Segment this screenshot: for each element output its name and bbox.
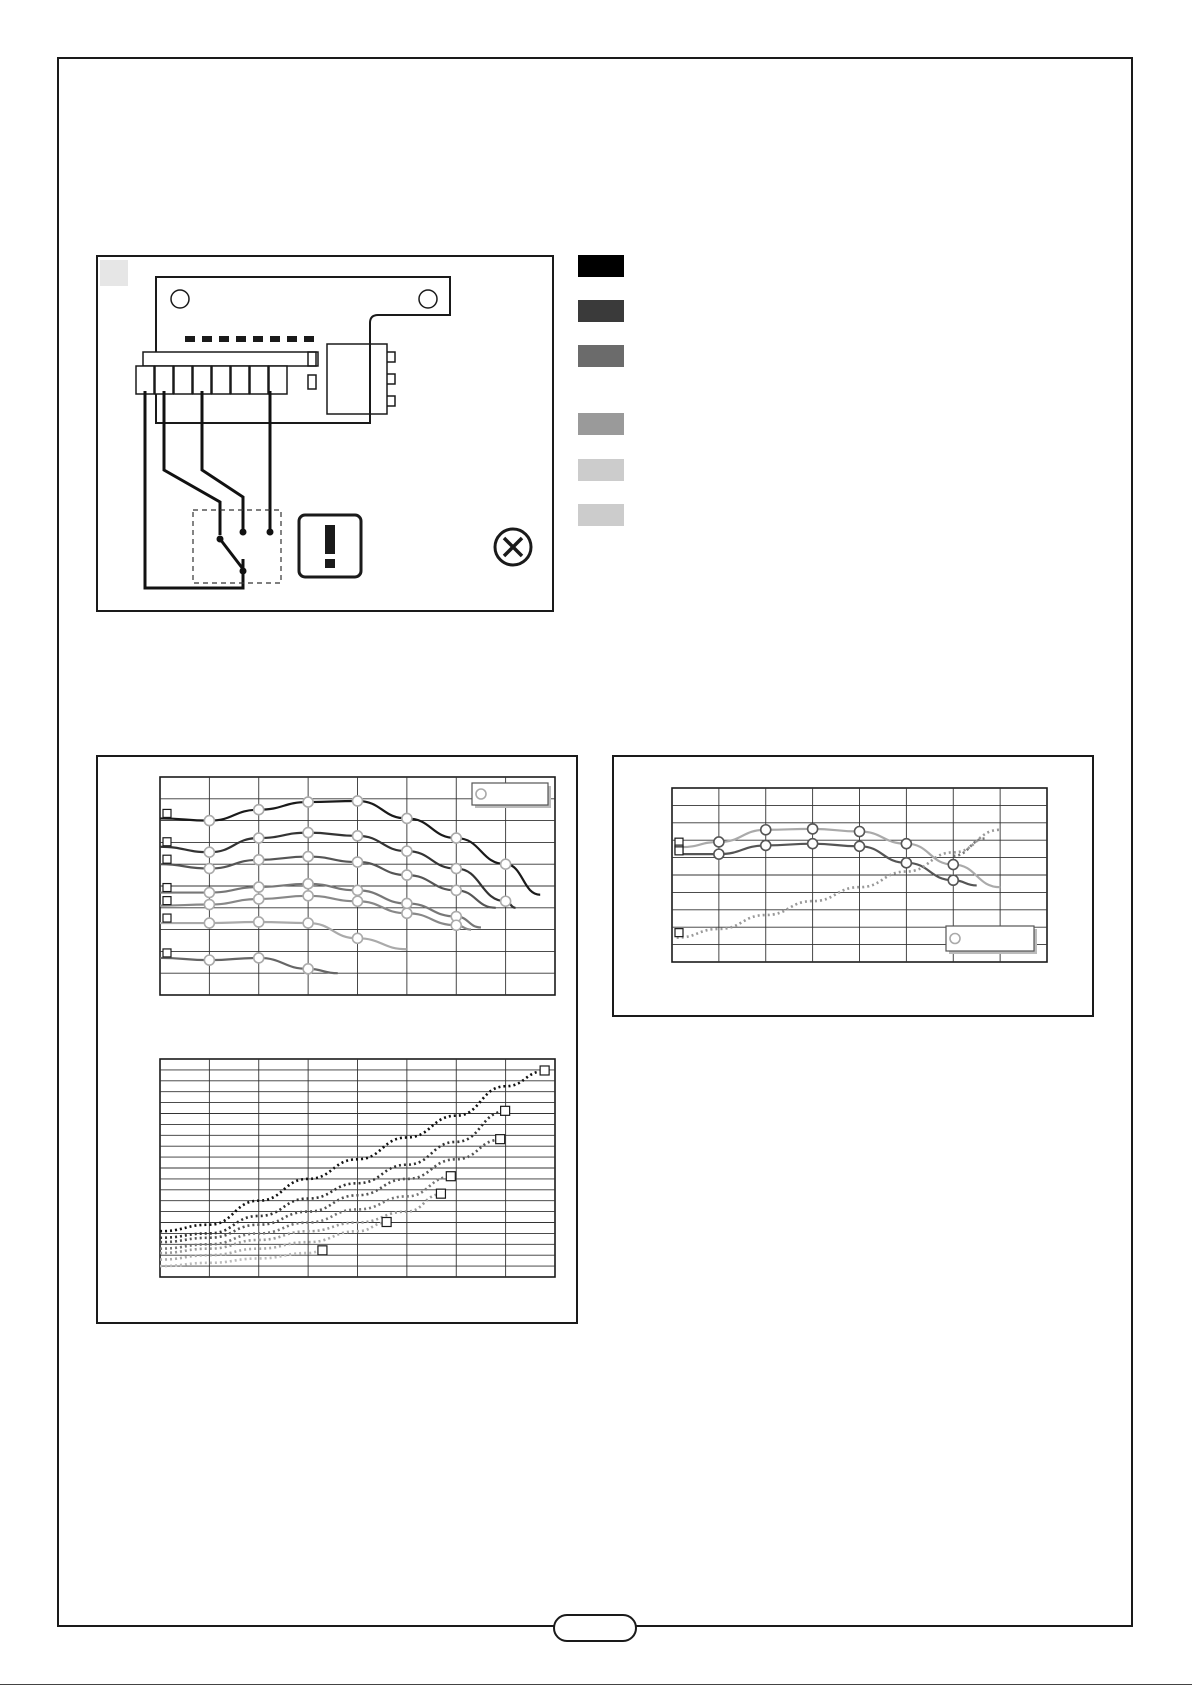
data-point [204,816,214,826]
series-label-box [446,1172,455,1181]
legend-swatch [578,459,624,481]
switch-enclosure [193,510,281,583]
data-point [451,885,461,895]
series-label-box [163,809,171,817]
data-point [254,917,264,927]
legend-item [578,413,1078,437]
legend-item [578,459,1078,483]
figure-label-badge [100,260,128,286]
data-point [353,857,363,867]
data-point [353,885,363,895]
data-point [948,860,958,870]
data-point [353,796,363,806]
exclamation-icon [297,513,363,579]
series-label-box [163,838,171,846]
chart [672,788,1047,962]
data-point [204,847,214,857]
data-point [254,953,264,963]
series-label-box [163,855,171,863]
led-row [185,336,314,342]
data-point [501,859,511,869]
data-point [451,920,461,930]
wiring [145,391,270,588]
data-point [204,900,214,910]
side-connector [308,344,395,414]
series-label-box [675,929,683,937]
legend-swatch [578,413,624,435]
chart [160,777,555,995]
legend-item [578,345,1078,369]
series-label-box [163,949,171,957]
data-point [254,855,264,865]
legend-marker [950,934,960,944]
data-point [501,896,511,906]
data-point [808,839,818,849]
series-label-box [540,1066,549,1075]
efficiency-chart [614,757,1096,1019]
circuit-board [156,277,450,423]
mounting-hole-left [171,290,189,308]
terminal-block [136,352,318,394]
data-point [254,833,264,843]
page-number-tab [553,1614,637,1642]
data-point [353,933,363,943]
data-point [714,849,724,859]
data-point [204,918,214,928]
series-label-box [318,1246,327,1255]
legend-swatch [578,255,624,277]
series-label-box [496,1135,505,1144]
switch-contacts [217,529,274,575]
legend-item [578,255,1078,279]
data-point [761,840,771,850]
mounting-hole-right [419,290,437,308]
data-point [901,839,911,849]
data-point [303,879,313,889]
data-point [254,894,264,904]
data-point [402,846,412,856]
data-point [855,841,865,851]
data-point [901,858,911,868]
performance-charts [98,757,580,1326]
data-point [204,864,214,874]
data-point [303,918,313,928]
data-point [402,908,412,918]
legend-item [578,504,1078,528]
data-point [303,891,313,901]
data-point [303,797,313,807]
data-point [855,827,865,837]
wiring-diagram-panel [96,255,554,612]
data-point [254,882,264,892]
data-point [303,828,313,838]
data-point [204,888,214,898]
series-label-box [163,884,171,892]
data-point [402,898,412,908]
data-point [402,870,412,880]
data-point [808,824,818,834]
data-point [451,833,461,843]
data-point [451,864,461,874]
data-point [948,875,958,885]
legend-item [578,300,1078,324]
performance-charts-panel [96,755,578,1324]
legend-swatch [578,345,624,367]
data-point [761,825,771,835]
data-point [254,805,264,815]
data-point [714,837,724,847]
data-point [303,964,313,974]
series-label-box [163,914,171,922]
data-point [402,813,412,823]
chart [160,1059,555,1277]
series-label-box [436,1189,445,1198]
series-label-box [675,847,683,855]
circle-x-icon [491,525,535,569]
efficiency-chart-panel [612,755,1094,1017]
legend-marker [476,789,486,799]
series-label-box [501,1106,510,1115]
data-point [204,955,214,965]
data-point [303,852,313,862]
series-label-box [163,897,171,905]
legend-swatch [578,504,624,526]
data-point [353,831,363,841]
data-point [353,896,363,906]
legend-swatch [578,300,624,322]
series-label-box [382,1218,391,1227]
